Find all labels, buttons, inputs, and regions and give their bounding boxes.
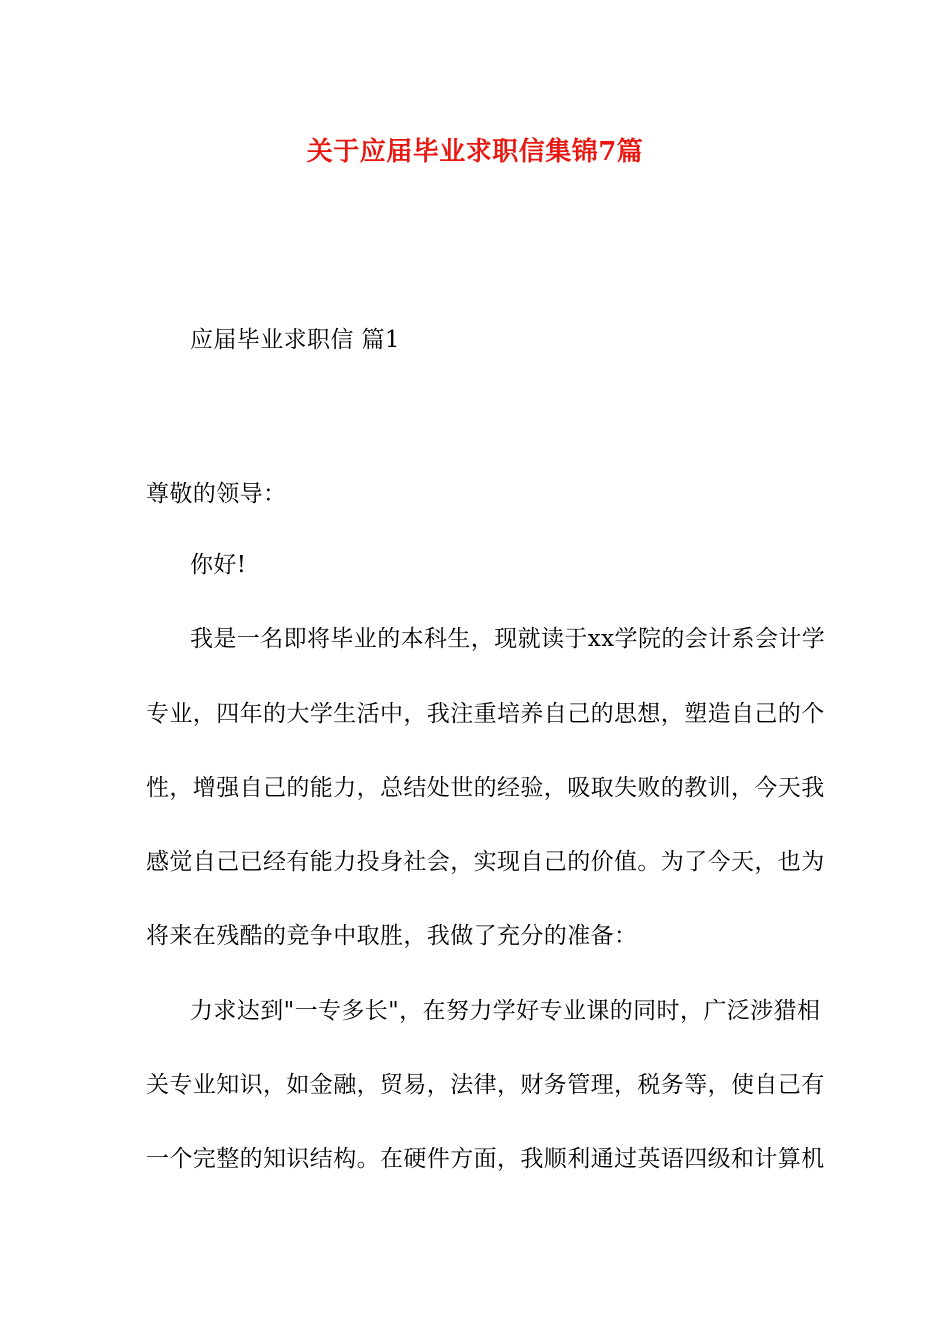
body-line: 一个完整的知识结构。在硬件方面，我顺利通过英语四级和计算机 bbox=[146, 1146, 825, 1172]
body-line: 专业，四年的大学生活中，我注重培养自己的思想，塑造自己的个 bbox=[146, 701, 825, 727]
section-heading: 应届毕业求职信 篇1 bbox=[190, 327, 400, 353]
body-line: 感觉自己已经有能力投身社会，实现自己的价值。为了今天，也为 bbox=[146, 849, 825, 875]
document-title: 关于应届毕业求职信集锦7篇 bbox=[306, 137, 644, 167]
body-line: 我是一名即将毕业的本科生，现就读于xx学院的会计系会计学 bbox=[190, 626, 826, 652]
body-line: 性，增强自己的能力，总结处世的经验，吸取失败的教训，今天我 bbox=[146, 775, 825, 801]
salutation: 尊敬的领导： bbox=[146, 481, 287, 507]
body-line: 力求达到"一专多长"，在努力学好专业课的同时，广泛涉猎相 bbox=[190, 998, 821, 1024]
body-line: 关专业知识，如金融，贸易，法律，财务管理，税务等，使自己有 bbox=[146, 1072, 825, 1098]
greeting: 你好! bbox=[190, 552, 247, 578]
body-line: 将来在残酷的竞争中取胜，我做了充分的准备： bbox=[146, 923, 638, 949]
